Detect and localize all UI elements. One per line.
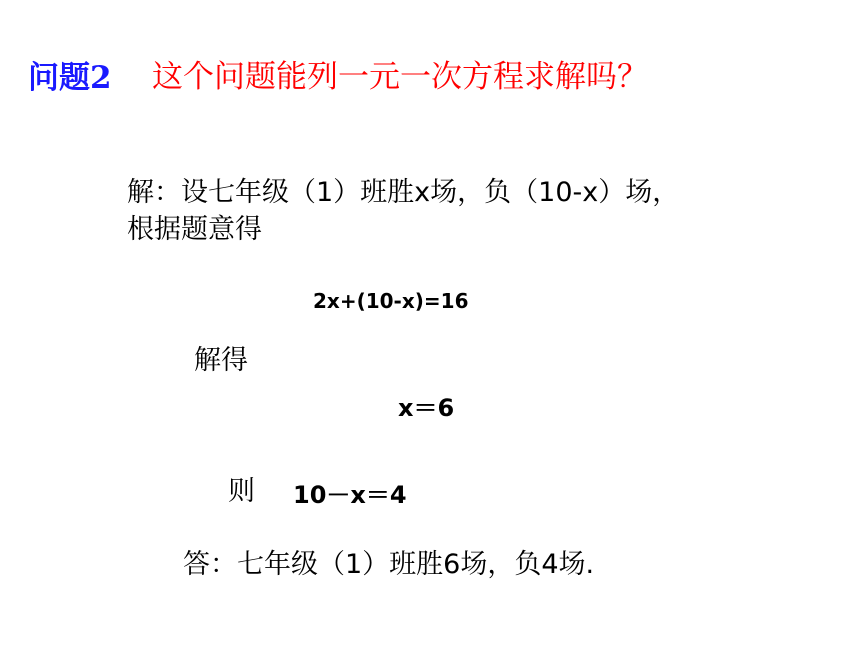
equation: 2x+(10-x)=16 xyxy=(313,289,469,313)
solution-setup-line: 解：设七年级（1）班胜x场，负（10-x）场， xyxy=(127,177,680,208)
then-label: 则 xyxy=(228,476,255,507)
answer-line: 答：七年级（1）班胜6场，负4场. xyxy=(183,549,595,580)
result-losses: 10－x＝4 xyxy=(293,481,407,509)
question-label: 问题2 xyxy=(28,60,112,96)
result-x: x＝6 xyxy=(398,394,455,422)
question-text: 这个问题能列一元一次方程求解吗？ xyxy=(152,59,648,95)
solve-label: 解得 xyxy=(194,345,248,376)
solution-basis-line: 根据题意得 xyxy=(127,214,262,245)
